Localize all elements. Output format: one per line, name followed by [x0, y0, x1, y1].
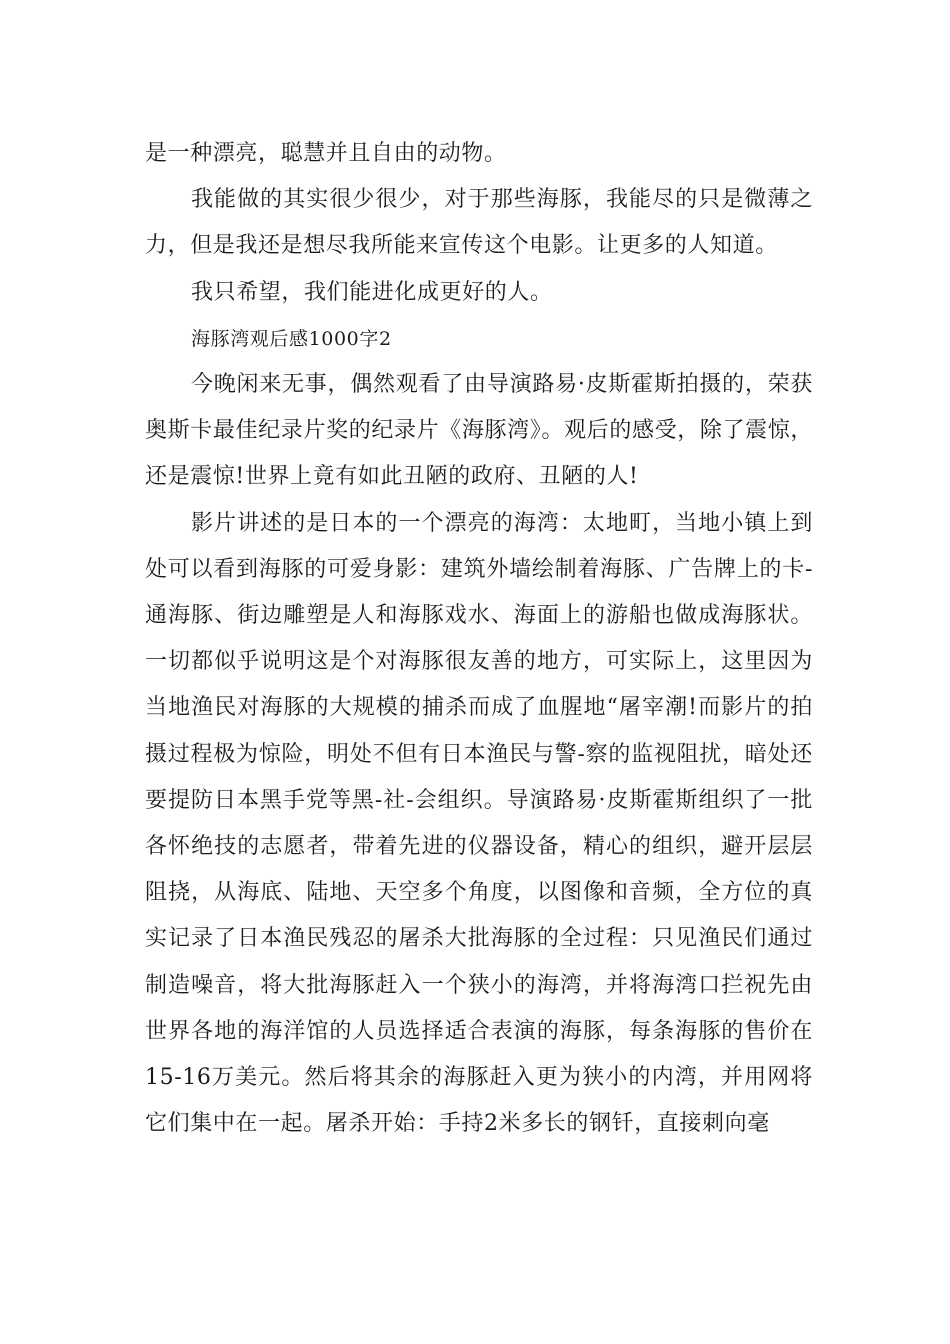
- paragraph-3: 我只希望，我们能进化成更好的人。: [191, 279, 553, 305]
- section-heading: 海豚湾观后感1000字2: [191, 327, 392, 350]
- document-body: [145, 131, 813, 1147]
- paragraph-5: 影片讲述的是日本的一个漂亮的海湾：太地町，当地小镇上到处可以看到海豚的可爱身影：建筑外墙绘制着海豚、广告牌上的卡-通海豚、街边雕塑是人和海豚戏水、海面上的游船也做成海豚状。一切都似乎说明这是个对海豚很友善的地方，可实际上，这里因为当地渔民对海豚的大规模的捕杀而成了血腥地“屠宰潮!而影片的拍摄过程极为惊险，明处不但有日本渔民与警-察的监视阻扰，暗处还要提防日本黑手党等黑-社-会组织。导演路易·皮斯霍斯组织了一批各怀绝技的志愿者，带着先进的仪器设备，精心的组织，避开层层阻挠，从海底、陆地、天空多个角度，以图像和音频，全方位的真实记录了日本渔民残忍的屠杀大批海豚的全过程：只见渔民们通过制造噪音，将大批海豚赶入一个狭小的海湾，并将海湾口拦祝先由世界各地的海洋馆的人员选择适合表演的海豚，每条海豚的售价在15-16万美元。然后将其余的海豚赶入更为狭小的内湾，并用网将它们集中在一起。屠杀开始：手持2米多长的钢钎，直接刺向毫: [145, 510, 813, 1137]
- paragraph-2: 我能做的其实很少很少，对于那些海豚，我能尽的只是微薄之力，但是我还是想尽我所能来宣传这个电影。让更多的人知道。: [145, 187, 813, 259]
- paragraph-1: 是一种漂亮，聪慧并且自由的动物。: [145, 141, 507, 166]
- paragraph-4: 今晚闲来无事，偶然观看了由导演路易·皮斯霍斯拍摄的，荣获奥斯卡最佳纪录片奖的纪录片《海豚湾》。观后的感受，除了震惊，还是震惊!世界上竟有如此丑陋的政府、丑陋的人!: [145, 372, 813, 490]
